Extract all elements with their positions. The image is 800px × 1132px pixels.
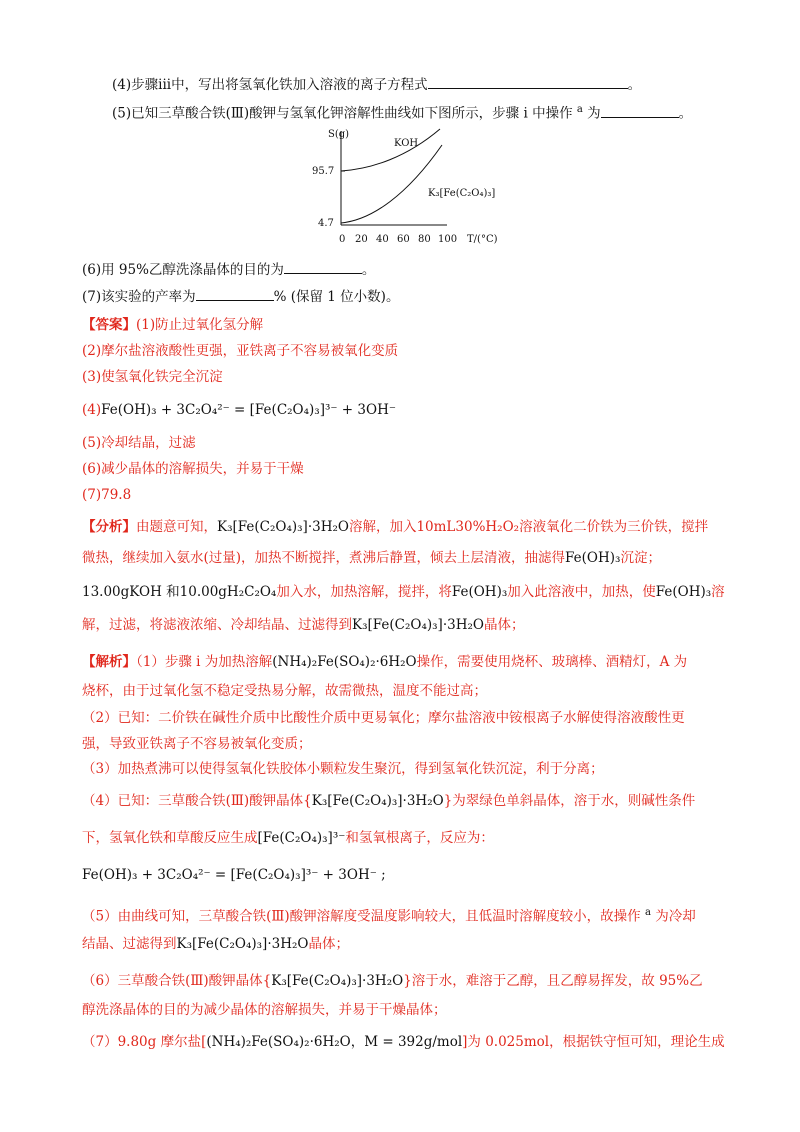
answer-7: (7)79.8 bbox=[82, 487, 132, 503]
explanation-line-2: 烧杯，由于过氧化氢不稳定受热易分解，故需微热，温度不能过高； bbox=[82, 683, 487, 699]
k3-label: K₃[Fe(C₂O₄)₃] bbox=[428, 188, 496, 199]
k3-curve bbox=[341, 145, 442, 223]
koh-label: KOH bbox=[394, 138, 419, 149]
x-axis-label: T/(°C) bbox=[467, 234, 498, 245]
answer-1: 【答案】(1)防止过氧化氢分解 bbox=[82, 317, 264, 333]
explanation-line-7: 下，氢氧化铁和草酸反应生成[Fe(C₂O₄)₃]³⁻和氢氧根离子，反应为： bbox=[82, 830, 494, 846]
answer-3: (3)使氢氧化铁完全沉淀 bbox=[82, 369, 223, 385]
analysis-line-1: 【分析】由题意可知，K₃[Fe(C₂O₄)₃]·3H₂O溶解，加入10mL30%H₂O₂溶液氧化二价铁为三价铁，搅拌 bbox=[82, 519, 709, 535]
explanation-line-1: 【解析】（1）步骤 i 为加热溶解(NH₄)₂Fe(SO₄)₂·6H₂O操作，需要使用烧杯、玻璃棒、酒精灯，A 为 bbox=[82, 654, 688, 670]
x-tick-20: 20 bbox=[355, 234, 368, 245]
question-4: (4)步骤iii中，写出将氢氧化铁加入溶液的离子方程式 。 bbox=[112, 74, 641, 94]
koh-curve bbox=[341, 129, 440, 171]
answer-4: (4)Fe(OH)₃ + 3C₂O₄²⁻ = [Fe(C₂O₄)₃]³⁻ + 3OH⁻ bbox=[82, 402, 396, 418]
y-tick-95-7: 95.7 bbox=[312, 166, 335, 177]
x-tick-0: 0 bbox=[339, 234, 346, 245]
explanation-equation: Fe(OH)₃ + 3C₂O₄²⁻ = [Fe(C₂O₄)₃]³⁻ + 3OH⁻ ; bbox=[82, 867, 386, 883]
question-5: (5)已知三草酸合铁(Ⅲ)酸钾与氢氧化钾溶解性曲线如下图所示，步骤 i 中操作 $^a$ 为 。 bbox=[112, 104, 693, 122]
question-6: (6)用 95%乙醇洗涤晶体的目的为 。 bbox=[82, 259, 375, 279]
explanation-line-11: 醇洗涤晶体的目的为减少晶体的溶解损失，并易于干燥晶体； bbox=[82, 1002, 447, 1018]
analysis-line-2: 微热，继续加入氨水(过量)，加热不断搅拌，煮沸后静置，倾去上层清液，抽滤得Fe(OH)₃沉淀； bbox=[82, 550, 661, 566]
explanation-line-10: （6）三草酸合铁(Ⅲ)酸钾晶体{K₃[Fe(C₂O₄)₃]·3H₂O}溶于水，难溶于乙醇，且乙醇易挥发，故 95%乙 bbox=[82, 973, 703, 989]
explanation-line-12: （7）9.80g 摩尔盐[(NH₄)₂Fe(SO₄)₂·6H₂O，M = 392g/mol]为 0.025mol，根据铁守恒可知，理论生成 bbox=[82, 1034, 725, 1050]
x-tick-40: 40 bbox=[376, 234, 389, 245]
x-tick-60: 60 bbox=[397, 234, 410, 245]
x-tick-80: 80 bbox=[418, 234, 431, 245]
explanation-line-4: 强，导致亚铁离子不容易被氧化变质； bbox=[82, 736, 312, 752]
answer-2: (2)摩尔盐溶液酸性更强，亚铁离子不容易被氧化变质 bbox=[82, 343, 399, 359]
explanation-line-8: （5）由曲线可知，三草酸合铁(Ⅲ)酸钾溶解度受温度影响较大，且低温时溶解度较小，故操作 $^a$ 为冷却 bbox=[82, 907, 696, 925]
y-tick-4-7: 4.7 bbox=[318, 218, 334, 229]
explanation-line-9: 结晶、过滤得到K₃[Fe(C₂O₄)₃]·3H₂O晶体； bbox=[82, 936, 349, 952]
explanation-line-6: （4）已知：三草酸合铁(Ⅲ)酸钾晶体{K₃[Fe(C₂O₄)₃]·3H₂O}为翠绿色单斜晶体，溶于水，则碱性条件 bbox=[82, 793, 696, 809]
answer-blank[interactable] bbox=[284, 259, 362, 274]
y-axis-label: S(g) bbox=[328, 129, 350, 140]
answer-blank[interactable] bbox=[428, 74, 628, 89]
explanation-line-3: （2）已知：二价铁在碱性介质中比酸性介质中更易氧化；摩尔盐溶液中铵根离子水解使得溶液酸性更 bbox=[82, 710, 685, 726]
analysis-line-3: 13.00gKOH 和10.00gH₂C₂O₄加入水，加热溶解，搅拌，将Fe(OH)₃加入此溶液中，加热，使Fe(OH)₃溶 bbox=[82, 584, 725, 600]
answer-blank[interactable] bbox=[196, 286, 274, 301]
explanation-line-5: （3）加热煮沸可以使得氢氧化铁胶体小颗粒发生聚沉，得到氢氧化铁沉淀，利于分离； bbox=[82, 761, 604, 777]
answer-5: (5)冷却结晶，过滤 bbox=[82, 435, 196, 451]
answer-6: (6)减少晶体的溶解损失，并易于干燥 bbox=[82, 461, 304, 477]
x-tick-100: 100 bbox=[438, 234, 458, 245]
question-7: (7)该实验的产率为 % (保留 1 位小数)。 bbox=[82, 286, 399, 306]
solubility-graph bbox=[312, 125, 512, 250]
answer-blank[interactable] bbox=[601, 103, 679, 118]
analysis-line-4: 解，过滤，将滤液浓缩、冷却结晶、过滤得到K₃[Fe(C₂O₄)₃]·3H₂O晶体； bbox=[82, 617, 525, 633]
